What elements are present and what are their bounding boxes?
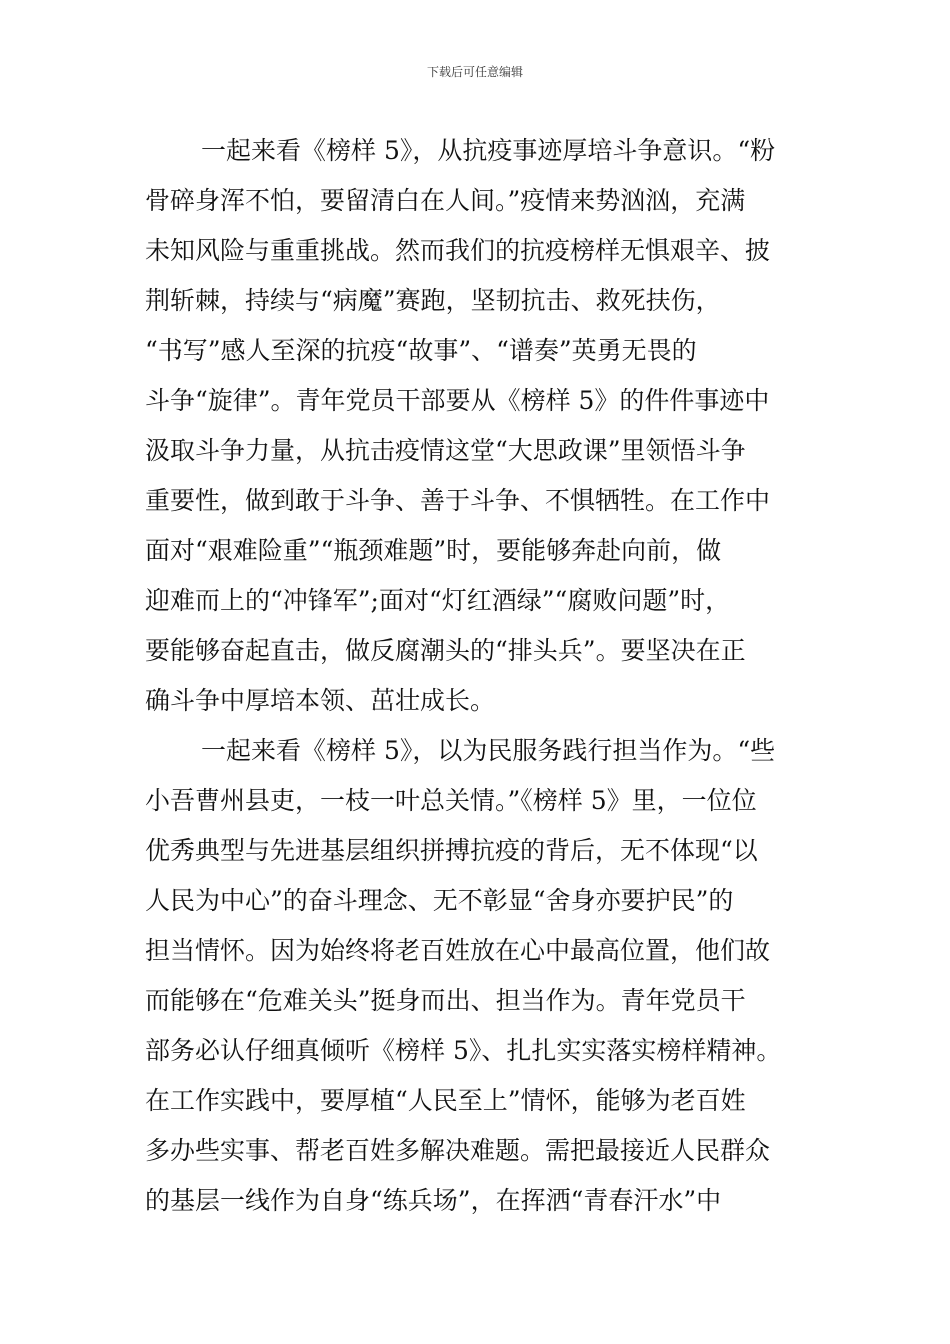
paragraph-line: 小吾曹州县吏，一枝一叶总关情。”《榜样 5》里，一位位 [145,786,757,815]
paragraph-line: 汲取斗争力量，从抗击疫情这堂“大思政课”里领悟斗争 [145,436,746,465]
paragraph-line: 的基层一线作为自身“练兵场”，在挥洒“青春汗水”中 [145,1186,722,1215]
body-text [145,126,825,1226]
page-header: 下载后可任意编辑 [426,65,523,79]
paragraph-line: 确斗争中厚培本领、茁壮成长。 [145,686,496,715]
paragraph-line: 迎难而上的“冲锋军”;面对“灯红酒绿”“腐败问题”时， [145,586,731,615]
paragraph-line: 要能够奋起直击，做反腐潮头的“排头兵”。要坚决在正 [145,636,746,665]
paragraph-line: 而能够在“危难关头”挺身而出、担当作为。青年党员干 [145,986,746,1015]
paragraph-2 [145,726,825,1226]
paragraph-line: 人民为中心”的奋斗理念、无不彰显“舍身亦要护民”的 [145,886,734,915]
paragraph-line: 荆斩棘，持续与“病魔”赛跑，坚韧抗击、救死扶伤， [145,286,721,315]
paragraph-line: 斗争“旋律”。青年党员干部要从《榜样 5》的件件事迹中 [145,386,770,415]
paragraph-line: 担当情怀。因为始终将老百姓放在心中最高位置，他们故 [145,936,771,965]
paragraph-line: 未知风险与重重挑战。然而我们的抗疫榜样无惧艰辛、披 [145,236,771,265]
paragraph-1 [145,126,825,726]
paragraph-line: 一起来看《榜样 5》，从抗疫事迹厚培斗争意识。“粉 [201,136,776,165]
paragraph-line: 多办些实事、帮老百姓多解决难题。需把最接近人民群众 [145,1136,771,1165]
paragraph-line: 优秀典型与先进基层组织拼搏抗疫的背后，无不体现“以 [145,836,758,865]
paragraph-line: 一起来看《榜样 5》，以为民服务践行担当作为。“些 [201,736,776,765]
paragraph-line: “书写”感人至深的抗疫“故事”、“谱奏”英勇无畏的 [145,336,697,365]
paragraph-line: 面对“艰难险重”“瓶颈难题”时，要能够奔赴向前，做 [145,536,722,565]
paragraph-line: 在工作实践中，要厚植“人民至上”情怀，能够为老百姓 [145,1086,746,1115]
paragraph-line: 部务必认仔细真倾听《榜样 5》、扎扎实实落实榜样精神。 [145,1036,782,1065]
paragraph-line: 重要性，做到敢于斗争、善于斗争、不惧牺牲。在工作中 [145,486,771,515]
paragraph-line: 骨碎身浑不怕，要留清白在人间。”疫情来势汹汹，充满 [145,186,746,215]
